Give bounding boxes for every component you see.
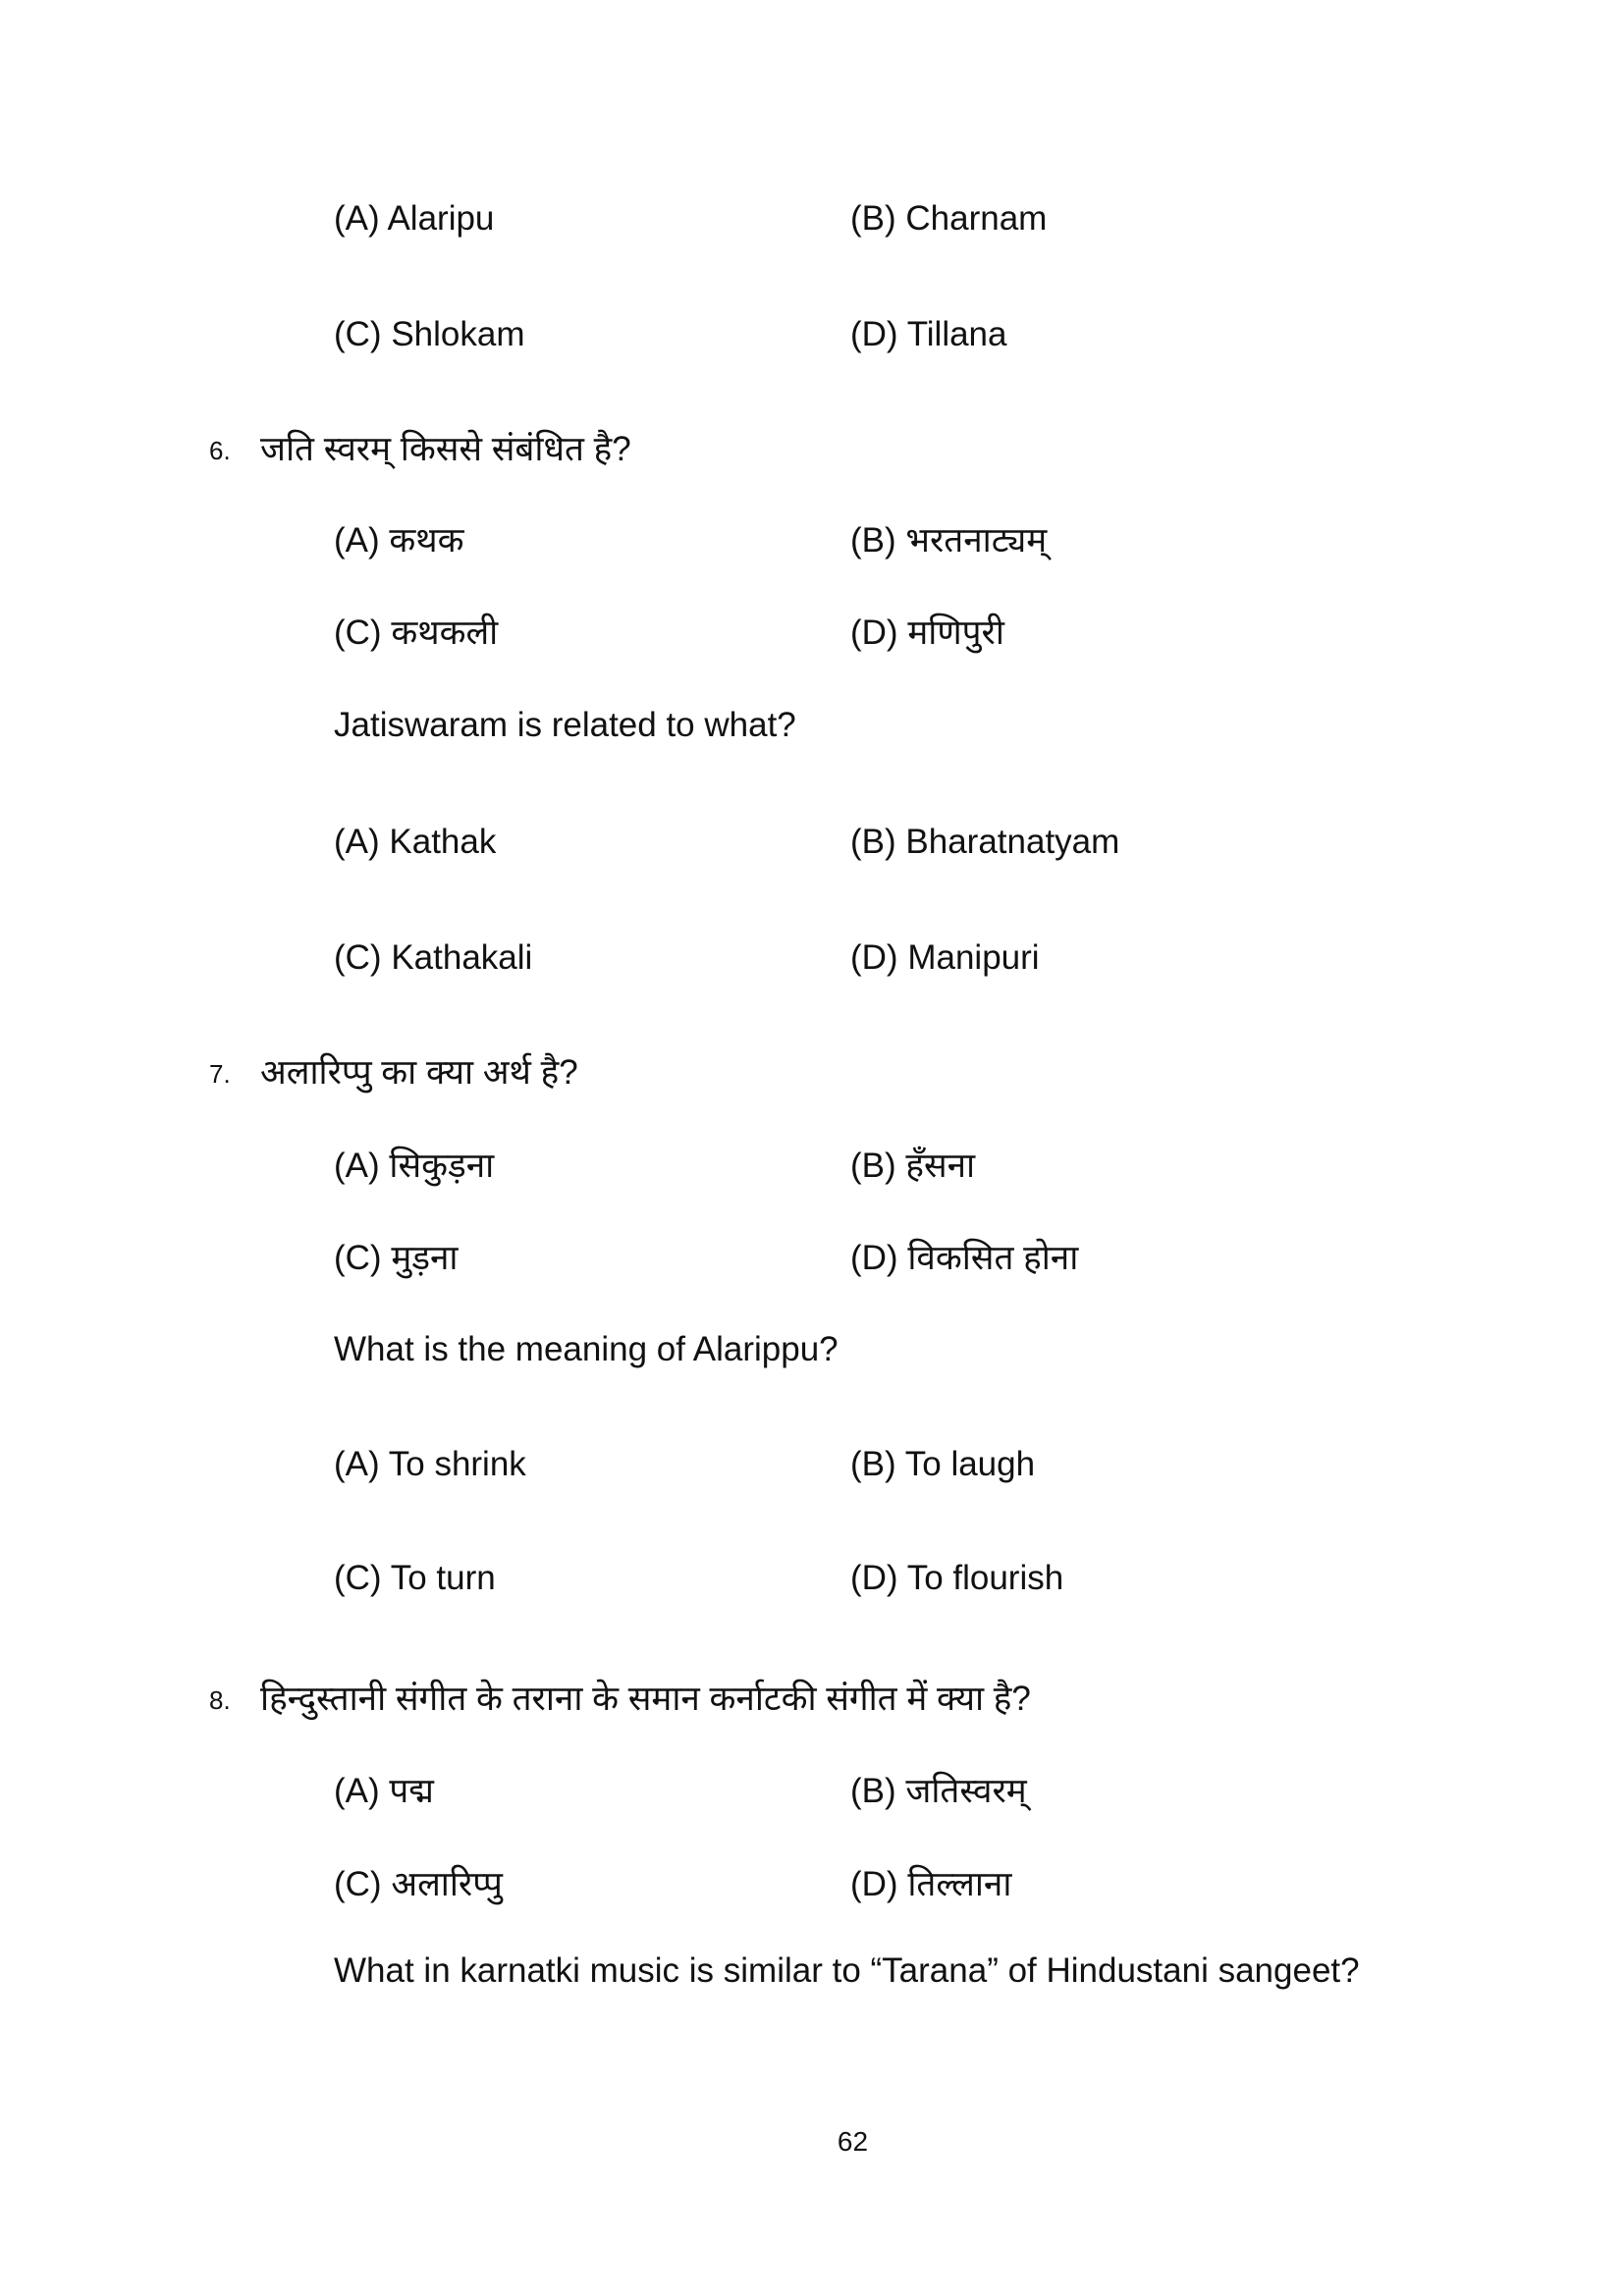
option-text: Charnam bbox=[905, 199, 1048, 238]
option-text: पद्म bbox=[389, 1772, 434, 1810]
option-text: तिल्लाना bbox=[907, 1865, 1012, 1903]
option-d-hindi bbox=[850, 615, 1004, 650]
option-text: भरतनाट्यम् bbox=[905, 521, 1048, 560]
option-text: To laugh bbox=[904, 1445, 1036, 1483]
option-letter: (D) bbox=[850, 1239, 898, 1277]
option-b-english bbox=[850, 1447, 1035, 1481]
option-letter: (B) bbox=[850, 199, 896, 238]
option-text: हँसना bbox=[905, 1147, 976, 1185]
option-c-hindi bbox=[334, 1241, 458, 1275]
option-letter: (B) bbox=[850, 1445, 896, 1483]
option-a-english bbox=[334, 1447, 526, 1481]
option-a-hindi bbox=[334, 1774, 434, 1808]
option-letter: (C) bbox=[334, 1559, 382, 1597]
option-letter: (A) bbox=[334, 823, 380, 861]
option-text: Bharatnatyam bbox=[905, 823, 1120, 861]
question-number: 7. bbox=[209, 1059, 231, 1089]
option-text: To turn bbox=[390, 1559, 496, 1597]
option-text: Kathak bbox=[389, 823, 497, 861]
question-english: Jatiswaram is related to what? bbox=[334, 706, 796, 744]
option-text: To shrink bbox=[388, 1445, 526, 1483]
option-text: To flourish bbox=[906, 1559, 1064, 1597]
option-text: कथकली bbox=[391, 614, 499, 652]
option-text: जतिस्वरम् bbox=[905, 1772, 1027, 1810]
option-c-english bbox=[334, 940, 532, 975]
option-letter: (D) bbox=[850, 614, 898, 652]
option-text: अलारिप्पु bbox=[391, 1865, 503, 1903]
option-letter: (A) bbox=[334, 199, 380, 238]
option-text: मुड़ना bbox=[391, 1239, 459, 1277]
question-hindi: जति स्वरम् किससे संबंधित है? bbox=[260, 430, 631, 468]
option-d bbox=[850, 317, 1007, 351]
question-number: 6. bbox=[209, 436, 231, 465]
option-a-hindi bbox=[334, 1148, 494, 1183]
option-c bbox=[334, 317, 525, 351]
option-a-hindi bbox=[334, 523, 464, 558]
option-c-hindi bbox=[334, 1867, 503, 1901]
option-letter: (C) bbox=[334, 938, 382, 977]
option-d-hindi bbox=[850, 1867, 1011, 1901]
option-letter: (B) bbox=[850, 521, 896, 560]
option-letter: (D) bbox=[850, 1865, 898, 1903]
option-b bbox=[850, 201, 1047, 236]
option-text: कथक bbox=[389, 521, 464, 560]
option-text: Alaripu bbox=[387, 199, 495, 238]
option-letter: (B) bbox=[850, 823, 896, 861]
option-b-hindi bbox=[850, 1148, 975, 1183]
option-d-english bbox=[850, 1561, 1063, 1595]
question-hindi: अलारिप्पु का क्या अर्थ है? bbox=[260, 1053, 578, 1092]
option-letter: (A) bbox=[334, 1772, 380, 1810]
option-d-english bbox=[850, 940, 1040, 975]
option-d-hindi bbox=[850, 1241, 1078, 1275]
option-letter: (C) bbox=[334, 1865, 382, 1903]
question-english: What in karnatki music is similar to “Tarana” of Hindustani sangeet? bbox=[334, 1951, 1360, 1990]
option-text: सिकुड़ना bbox=[389, 1147, 495, 1185]
option-c-english bbox=[334, 1561, 496, 1595]
option-text: मणिपुरी bbox=[907, 614, 1004, 652]
question-english: What is the meaning of Alarippu? bbox=[334, 1330, 839, 1368]
option-letter: (A) bbox=[334, 1147, 380, 1185]
option-b-hindi bbox=[850, 1774, 1027, 1808]
option-c-hindi bbox=[334, 615, 498, 650]
option-letter: (C) bbox=[334, 315, 382, 353]
option-a-english bbox=[334, 825, 496, 859]
option-letter: (C) bbox=[334, 1239, 382, 1277]
option-b-english bbox=[850, 825, 1119, 859]
question-number: 8. bbox=[209, 1685, 231, 1715]
question-hindi: हिन्दुस्तानी संगीत के तराना के समान कर्नाटकी संगीत में क्या है? bbox=[260, 1680, 1031, 1718]
option-letter: (B) bbox=[850, 1147, 896, 1185]
option-text: Manipuri bbox=[907, 938, 1040, 977]
option-letter: (A) bbox=[334, 1445, 380, 1483]
option-text: विकसित होना bbox=[907, 1239, 1079, 1277]
option-text: Shlokam bbox=[391, 315, 525, 353]
option-letter: (A) bbox=[334, 521, 380, 560]
option-letter: (D) bbox=[850, 315, 898, 353]
option-letter: (D) bbox=[850, 938, 898, 977]
option-b-hindi bbox=[850, 523, 1047, 558]
option-text: Kathakali bbox=[391, 938, 533, 977]
page-number: 62 bbox=[837, 2126, 869, 2157]
option-a bbox=[334, 201, 494, 236]
option-text: Tillana bbox=[906, 315, 1007, 353]
option-letter: (B) bbox=[850, 1772, 896, 1810]
option-letter: (C) bbox=[334, 614, 382, 652]
option-letter: (D) bbox=[850, 1559, 898, 1597]
